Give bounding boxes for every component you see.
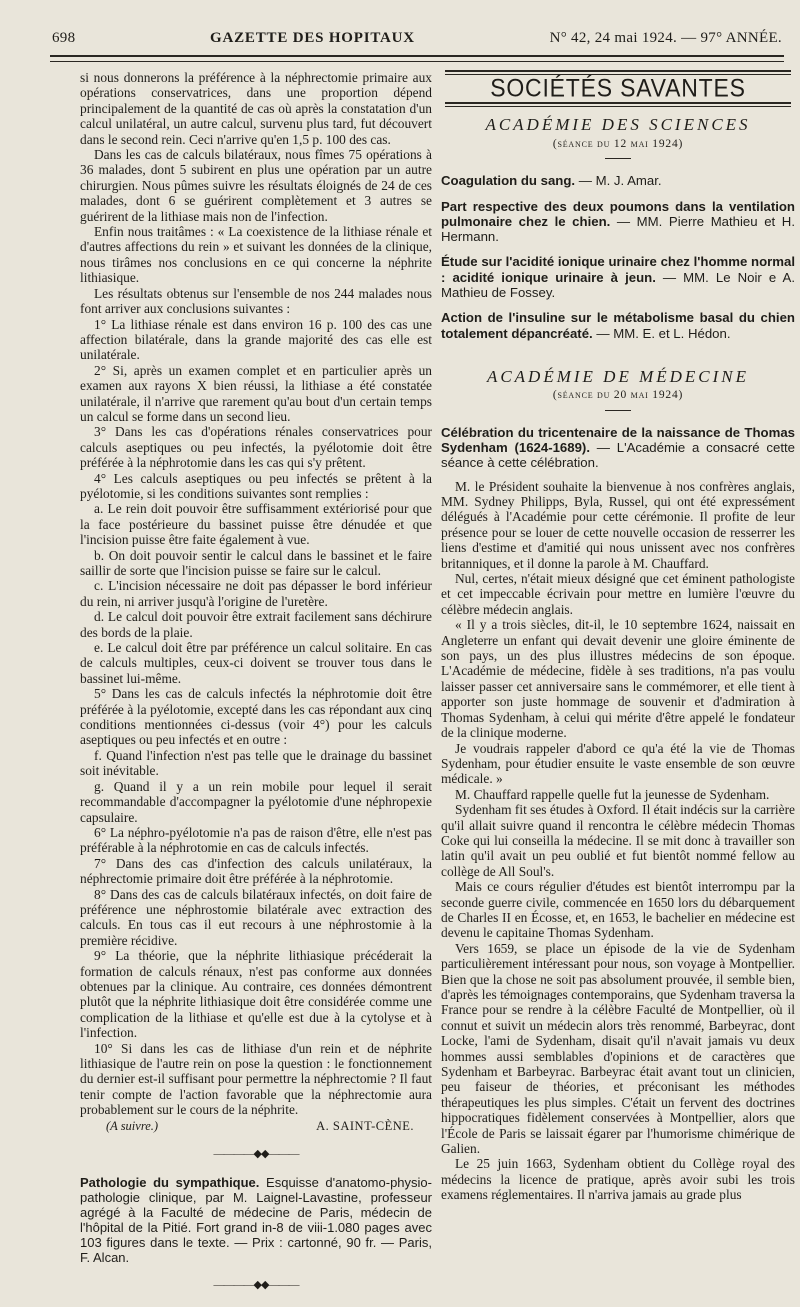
right-paragraph: Le 25 juin 1663, Sydenham obtient du Collège royal des médecins la licence de pratique, après avoir subi les trois examens réglementaires. Il n'arriva jamais au grade plus [441,1156,795,1203]
left-paragraph: 4° Les calculs aseptiques ou peu infectés se prêtent à la pyélotomie, si les conditions suivantes sont remplies : [80,470,432,501]
communication-title: Part respective des deux poumons dans la ventilation pulmonaire chez le chien. [441,198,795,229]
ornament-divider: ————◆◆——— [213,1148,299,1161]
left-paragraph: 6° La néphro-pyélotomie n'a pas de raison d'être, elle n'est pas préférable à la néphrotomie en cas de calculs infectés. [80,824,432,856]
academy-sciences-heading: ACADÉMIE DES SCIENCES [485,115,751,135]
communication-authors: — MM. Pierre Mathieu et H. Hermann. [441,213,795,245]
communication-entry [441,254,795,300]
communication-title: Coagulation du sang. [441,173,576,189]
sciences-entries [441,173,795,341]
left-column [80,70,432,1307]
right-paragraph: Mais ce cours régulier d'études est bientôt interrompu par la seconde guerre civile, commencée en 1650 lors du débarquement de Charles II en Écosse, et, en 1653, le bachelier en médecine est devenu le capitaine Thomas Sydenham. [441,879,795,941]
left-paragraph: e. Le calcul doit être par préférence un calcul solitaire. En cas de calculs multiples, ceux-ci doivent se trouver tous dans le bassinet lui-même. [80,640,432,686]
communication-title: Étude sur l'acidité ionique urinaire chez l'homme normal : acidité ionique urinaire à jeun. [441,254,795,285]
left-paragraph: 10° Si dans les cas de lithiase d'un rein et de néphrite lithiasique de l'autre rein on pose la question : le fonctionnement du dernier est-il suffisant pour permettre la néphrectomie ? Il faut tenir compte de l'action favorable que la néphrectomie aura probablement sur le cours de la néphrite. [80,1040,432,1118]
left-article-body [80,70,432,1118]
left-paragraph: f. Quand l'infection n'est pas telle que le drainage du bassinet soit inévitable. [80,747,432,779]
celebration-rest: — L'Académie a consacré cette séance à cette célébration. [441,440,795,471]
academy-medicine-heading: ACADÉMIE DE MÉDECINE [486,366,750,386]
left-paragraph: 2° Si, après un examen complet et en particulier après un examen aux rayons X bien réussi, la lithiase a été constatée unilatérale, il n'arrive que rarement qu'au bout d'un certain temps un calcul se forme dans un second lieu. [80,362,432,424]
running-header [52,30,782,52]
communication-title: Action de l'insuline sur le métabolisme basal du chien totalement dépancréaté. [441,310,795,341]
celebration-bold: Célébration du tricentenaire de la naissance de Thomas Sydenham (1624-1689). [441,424,795,455]
left-paragraph: Enfin nous traitâmes : « La coexistence de la lithiase rénale et d'autres affections du rein » et suivant les données de la clinique, nous tirâmes nos conclusions en ce qui concerne la néphrite lithiasique. [80,224,432,286]
right-paragraph: Je voudrais rappeler d'abord ce qu'a été la vie de Thomas Sydenham, pour étudier ensuite le vaste ensemble de son œuvre médicale. » [441,740,795,787]
journal-title: GAZETTE DES HOPITAUX [210,30,415,46]
issue-info: N° 42, 24 mai 1924. — 97° ANNÉE. [549,30,782,46]
celebration-title [441,425,795,471]
left-paragraph: d. Le calcul doit pouvoir être extrait facilement sans déchirure des bords de la plaie. [80,609,432,640]
left-paragraph: g. Quand il y a un rein mobile pour lequel il serait recommandable d'accompagner la pyélotomie d'une néphropexie capsulaire. [80,778,432,825]
right-article-body [441,479,795,1203]
article-author: A. SAINT-CÈNE. [316,1118,414,1133]
left-paragraph: 5° Dans les cas de calculs infectés la néphrotomie doit être préférée à la pyélotomie, excepté dans les cas répondant aux cinq conditions mentionnées ci-dessus (voir 4°) pour les calculs aseptiques ou peu infectés et en outre : [80,686,432,748]
book-title: Pathologie du sympathique. [80,1175,260,1191]
section-rule [445,102,791,107]
left-paragraph: 1° La lithiase rénale est dans environ 16 p. 100 des cas une affection bilatérale, dans la grande majorité des cas elle est unilatérale. [80,316,432,363]
short-rule-2 [605,410,631,411]
right-paragraph: M. Chauffard rappelle quelle fut la jeunesse de Sydenham. [455,786,770,802]
right-paragraph: M. le Président souhaite la bienvenue à nos confrères anglais, MM. Sydney Philipps, Byla, Russel, qui ont été expressément délégués à l'Académie pour cette cérémonie. Il profite de leur présence pour se louer de cette nouvelle occasion de resserrer les liens d'estime et d'amitié qui nous unissent avec nos confrères britanniques, et il donne la parole à M. Chauffard. [441,478,795,571]
left-paragraph: Dans les cas de calculs bilatéraux, nous fîmes 75 opérations à 36 malades, dont 5 subirent en plus une opération par un autre chirurgien. Nous pûmes suivre les résultats éloignés de 24 de ces malades, dont 6 se guérirent complètement et 3 autres se guérirent de la lithiase mais non de l'infection. [80,147,432,224]
right-column [441,70,795,1203]
communication-authors: — MM. E. et L. Hédon. [592,325,731,341]
communication-entry [441,310,795,341]
communication-entry [441,199,795,245]
left-paragraph: 8° Dans des cas de calculs bilatéraux infectés, on doit faire de préférence une néphrostomie bilatérale avec extraction des calculs. En tous cas il eut recours à une néphrostomie à la première récidive. [80,886,432,948]
communication-authors: — MM. Le Noir e A. Mathieu de Fossey. [441,269,795,300]
book-notice [80,1175,432,1265]
left-paragraph: 3° Dans les cas d'opérations rénales conservatrices pour calculs aseptiques ou peu infectés, la pyélotomie doit être préférée à la néphrotomie dans les cas qui s'y prêtent. [80,424,432,471]
section-heading: SOCIÉTÉS SAVANTES [490,73,746,103]
ornament-divider-2: ————◆◆——— [213,1279,299,1292]
left-paragraph: a. Le rein doit pouvoir être suffisamment extériorisé pour que la face postérieure du bassinet puisse être dénudée et que l'incision puisse être faite également à vue. [80,501,432,548]
communication-authors: — M. J. Amar. [575,173,662,189]
right-paragraph: Vers 1659, se place un épisode de la vie de Sydenham particulièrement intéressant pour nous, son voyage à Montpellier. Bien que la chose ne soit pas absolument prouvée, il semble bien, d'après les témoignages contemporains, que Sydenham traversa la France pour se rendre à la célèbre Faculté de Montpellier, où il connut et suivit un médecin alors très renommé, Barbeyrac, dont Locke, l'ami de Sydenham, disait qu'il n'avait jamais vu deux hommes aussi semblables d'opinions et de caractères que Sydenham et Barbeyrac. Barbeyrac était avant tout un clinicien, peu faiseur de théories, et préconisant les méthodes thérapeutiques les plus simples. C'était un fervent des doctrines hippocratiques fidèlement conservées à Montpellier, alors que l'École de Paris se laissait égarer par l'humorisme chimérique de Galien. [441,940,795,1157]
left-paragraph: si nous donnerons la préférence à la néphrectomie primaire aux opérations conservatrices, dans une proportion dépend principalement de la quantité de cas où après la constatation d'un calcul unilatéral, un autre calcul, survenu plus tard, fut découvert dans le second rein. Ceci n'arrive qu'en 1,5 p. 100 des cas. [80,70,432,147]
session-date-1: (séance du 12 mai 1924) [552,137,684,150]
right-paragraph: « Il y a trois siècles, dit-il, le 10 septembre 1624, naissait en Angleterre un enfant qui devait devenir une gloire éminente de son pays, un des plus illustres médecins de son époque. L'Académie de médecine, fidèle à ses traditions, n'a pas voulu laisser passer cet anniversaire sans le commémorer, et elle tient à apporter son juste hommage de souvenir et d'admiration à Thomas Sydenham, à celui qui mérite d'être appelé le fondateur de la clinique moderne. [441,617,795,741]
communication-entry [441,173,795,188]
session-date-2: (séance du 20 mai 1924) [552,389,684,402]
short-rule [605,158,631,159]
left-paragraph: c. L'incision nécessaire ne doit pas dépasser le bord inférieur du rein, ni arriver jusqu'à l'origine de l'uretère. [80,578,432,609]
left-paragraph: Les résultats obtenus sur l'ensemble de nos 244 malades nous font arriver aux conclusions suivantes : [80,285,432,317]
book-description: Esquisse d'anatomo-physio-pathologie clinique, par M. Laignel-Lavastine, professeur agrégé à la Faculté de médecine de Paris, médecin de l'hôpital de la Pitié. Fort grand in-8 de viii-1.080 pages avec 103 figures dans le texte. — Prix : cartonné, 90 fr. — Paris, F. Alcan. [80,1175,432,1266]
page-number: 698 [52,30,76,46]
left-paragraph: 9° La théorie, que la néphrite lithiasique précéderait la formation de calculs rénaux, n'est pas conforme aux données obtenues par la clinique. Au contraire, ces données démontrent plutôt que la néphrite lithiasique doit être considérée comme une complication de la lithiase et qu'elle est due à la cytolyse et à l'infection. [80,948,432,1041]
left-paragraph: 7° Dans des cas d'infection des calculs unilatéraux, la néphrectomie primaire doit être préférée à la néphrotomie. [80,855,432,887]
right-paragraph: Nul, certes, n'était mieux désigné que cet éminent pathologiste et cet impeccable écrivain pour mettre en lumière l'œuvre du célèbre médecin anglais. [441,571,795,617]
to-be-continued: (A suivre.) [106,1118,159,1133]
left-paragraph: b. On doit pouvoir sentir le calcul dans le bassinet et le faire saillir de sorte que l'incision puisse se faire sur le calcul. [80,547,432,578]
right-paragraph: Sydenham fit ses études à Oxford. Il était indécis sur la carrière qu'il allait suivre quand il rencontra le célèbre médecin Thomas Coke qui lui conseilla la médecine. Il se mit donc à travailler son latin qu'il avait un peu oublié et fut bientôt nommé fellow au collège de All Soul's. [441,802,795,879]
header-rule [50,55,784,62]
